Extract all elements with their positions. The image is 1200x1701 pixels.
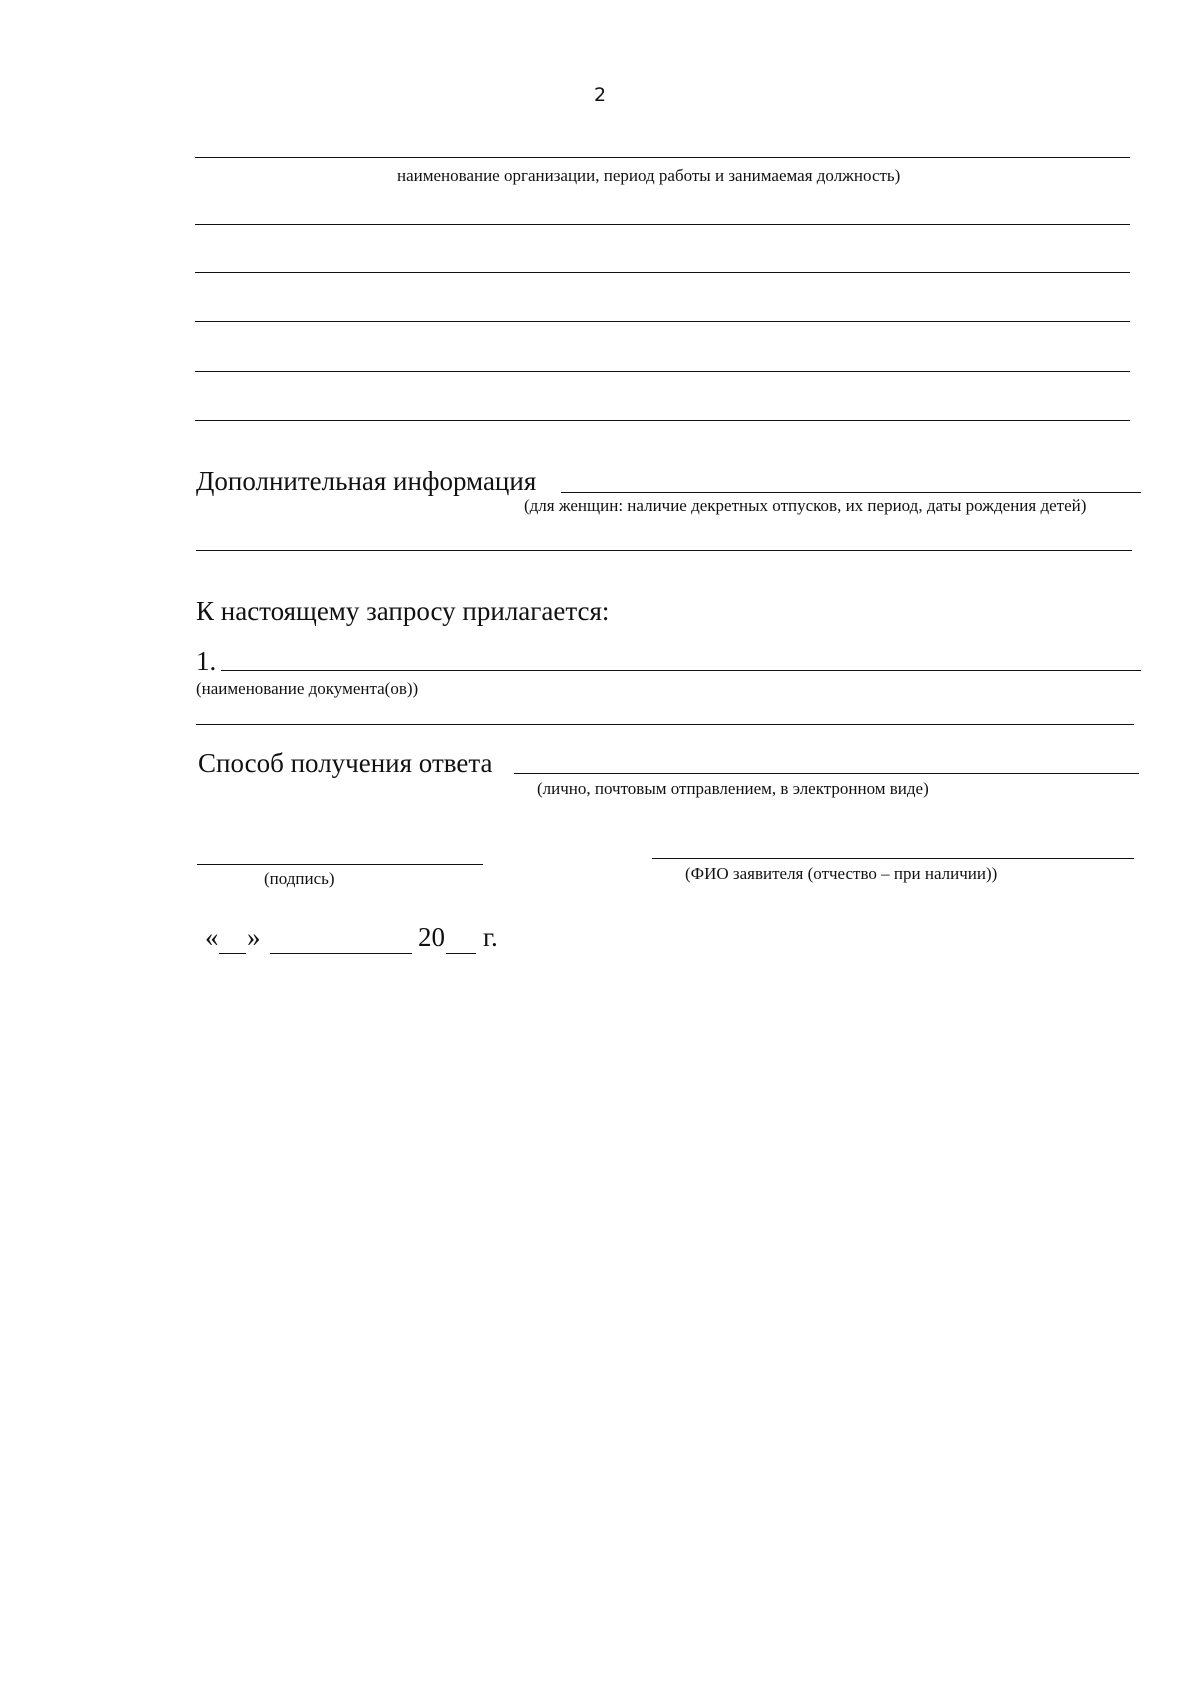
additional-info-caption: (для женщин: наличие декретных отпусков, их период, даты рождения детей) bbox=[524, 496, 1087, 515]
applicant-name-line[interactable] bbox=[652, 858, 1134, 859]
attachments-heading: К настоящему запросу прилагается: bbox=[196, 596, 610, 626]
additional-info-line-1[interactable] bbox=[561, 492, 1141, 493]
date-day-line[interactable] bbox=[219, 953, 246, 954]
date-year-line[interactable] bbox=[446, 953, 476, 954]
date-year-suffix: г. bbox=[483, 922, 498, 952]
response-method-caption: (лично, почтовым отправлением, в электронном виде) bbox=[537, 779, 929, 798]
additional-info-line-2[interactable] bbox=[196, 550, 1132, 551]
work-line-4[interactable] bbox=[195, 321, 1130, 322]
date-open-quote: « bbox=[205, 922, 219, 952]
attachment-item-line[interactable] bbox=[221, 670, 1141, 671]
signature-caption: (подпись) bbox=[264, 869, 335, 888]
work-line-2[interactable] bbox=[195, 224, 1130, 225]
work-line-5[interactable] bbox=[195, 371, 1130, 372]
work-caption: наименование организации, период работы и занимаемая должность) bbox=[397, 166, 901, 185]
attachment-item-number: 1. bbox=[196, 646, 217, 676]
date-year-prefix: 20 bbox=[418, 922, 445, 952]
date-close-quote: » bbox=[247, 922, 261, 952]
page-number: 2 bbox=[593, 84, 607, 106]
attachment-extra-line[interactable] bbox=[196, 724, 1134, 725]
work-line-1[interactable] bbox=[195, 157, 1130, 158]
work-line-6[interactable] bbox=[195, 420, 1130, 421]
additional-info-label: Дополнительная информация bbox=[196, 466, 537, 496]
response-method-label: Способ получения ответа bbox=[198, 748, 493, 778]
work-line-3[interactable] bbox=[195, 272, 1130, 273]
signature-line[interactable] bbox=[197, 864, 483, 865]
applicant-name-caption: (ФИО заявителя (отчество – при наличии)) bbox=[685, 864, 998, 883]
response-method-line[interactable] bbox=[514, 773, 1139, 774]
date-month-line[interactable] bbox=[270, 953, 412, 954]
attachment-caption: (наименование документа(ов)) bbox=[196, 679, 419, 698]
